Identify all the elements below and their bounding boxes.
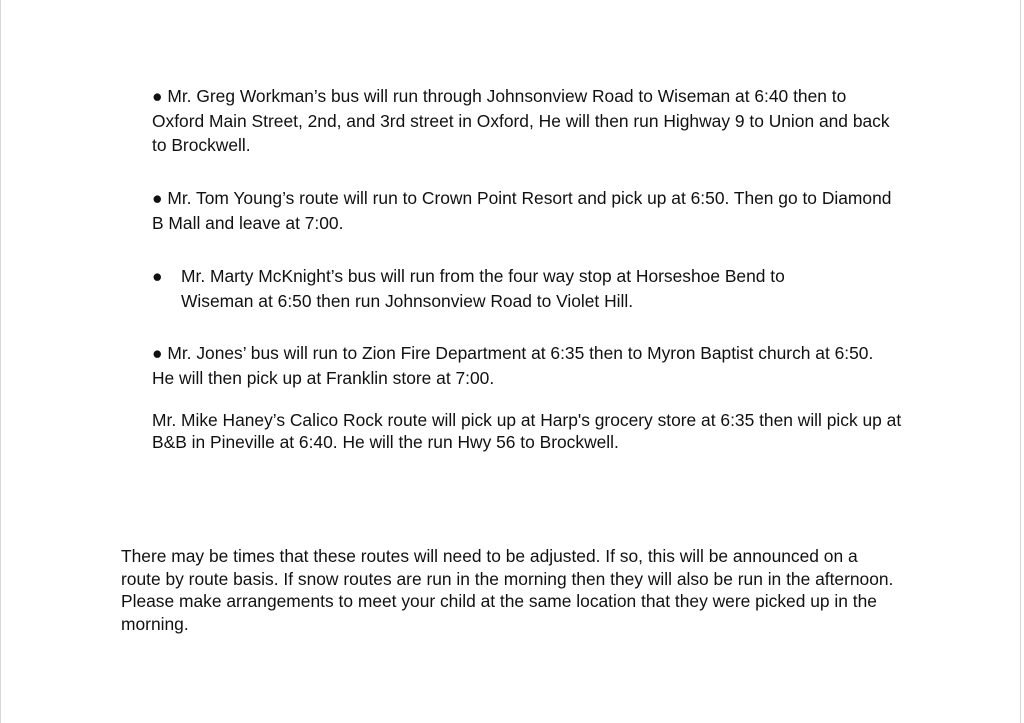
bullet-icon: ● — [152, 266, 163, 286]
bullet-icon: ● — [152, 188, 163, 208]
page-edge-right — [1020, 0, 1021, 723]
route-text-mike-haney: Mr. Mike Haney’s Calico Rock route will pick up at Harp's grocery store at 6:35 then will pick up at B&B in Pineville at 6:40. He will the run Hwy 56 to Brockwell. — [152, 410, 902, 452]
route-text-marty-mcknight: Mr. Marty McKnight’s bus will run from the four way stop at Horseshoe Bend to Wiseman at 6:50 then run Johnsonview Road to Violet Hill. — [181, 266, 785, 311]
route-text-jones: Mr. Jones’ bus will run to Zion Fire Department at 6:35 then to Myron Baptist church at 6:50. He will then pick up at Franklin store at 7:00. — [152, 343, 874, 388]
page-edge-left — [0, 0, 1, 723]
route-item-jones — [152, 341, 897, 390]
route-item-marty-mcknight — [152, 264, 852, 313]
bullet-icon: ● — [152, 86, 163, 106]
route-item-greg-workman — [152, 84, 897, 158]
route-text-greg-workman: Mr. Greg Workman’s bus will run through Johnsonview Road to Wiseman at 6:40 then to Oxford Main Street, 2nd, and 3rd street in Oxford, He will then run Highway 9 to Union and back to Brockwell. — [152, 86, 890, 155]
route-text-tom-young: Mr. Tom Young’s route will run to Crown Point Resort and pick up at 6:50. Then go to Diamond B Mall and leave at 7:00. — [152, 188, 892, 233]
route-item-tom-young — [152, 186, 897, 235]
bullet-icon: ● — [152, 343, 163, 363]
route-adjustment-notice: There may be times that these routes will need to be adjusted. If so, this will be announced on a route by route basis. If snow routes are run in the morning then they will also be run in the afternoon. Please make arrangements to meet your child at the same location that they were picked up in the morning. — [121, 546, 894, 634]
route-item-mike-haney — [152, 409, 912, 453]
